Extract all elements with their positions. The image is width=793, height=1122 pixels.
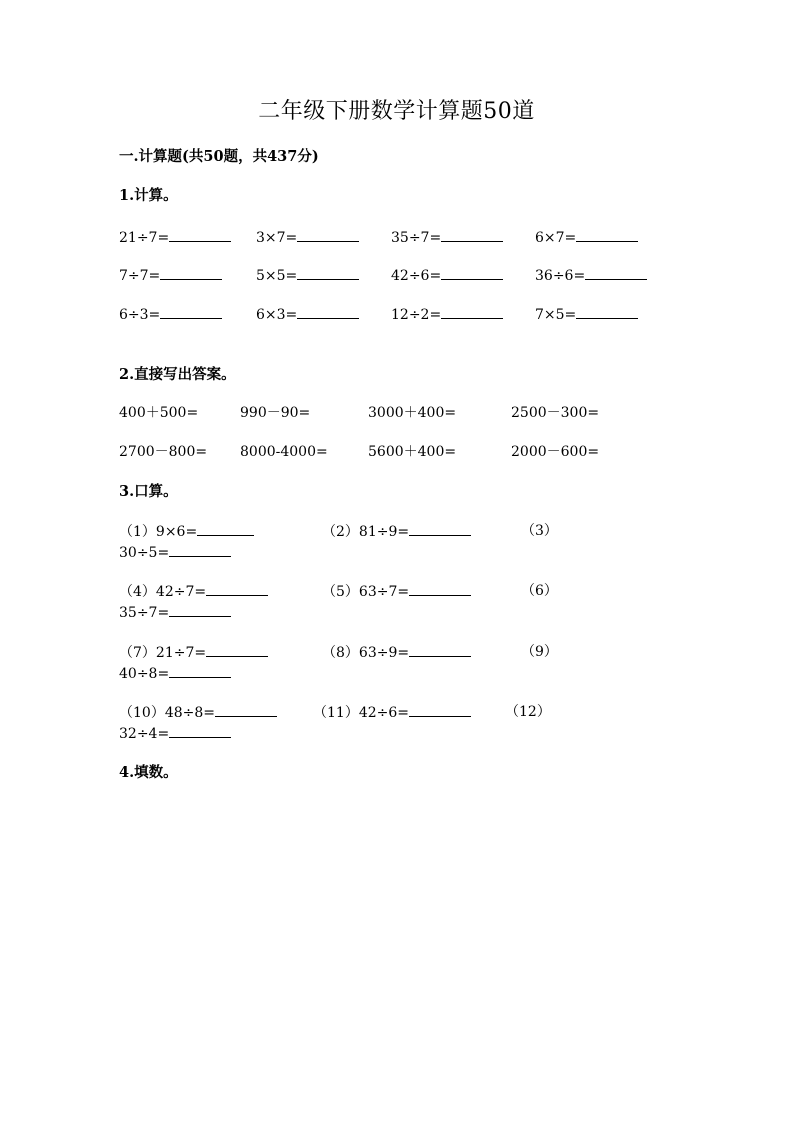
answer-blank[interactable] [576, 304, 638, 319]
question-3-heading: 3.口算。 [119, 483, 178, 500]
oral-calc-number: （12） [505, 704, 551, 720]
question-4-heading: 4.填数。 [119, 764, 178, 781]
answer-blank[interactable] [409, 521, 471, 536]
oral-calc-item: （2）81÷9= [322, 521, 471, 542]
answer-blank[interactable] [197, 521, 254, 536]
oral-calc-item: （11）42÷6= [313, 702, 471, 723]
calc-item: 21÷7= [119, 227, 231, 248]
answer-blank[interactable] [441, 304, 503, 319]
answer-blank[interactable] [297, 265, 359, 280]
calc-item: 6×3= [256, 304, 359, 325]
answer-blank[interactable] [441, 265, 503, 280]
answer-blank[interactable] [215, 702, 277, 717]
calc-item: 5×5= [256, 265, 359, 286]
document-title: 二年级下册数学计算题50道 [258, 99, 535, 124]
answer-blank[interactable] [409, 581, 471, 596]
oral-calc-item: 32÷4= [119, 723, 231, 744]
answer-blank[interactable] [169, 663, 231, 678]
answer-blank[interactable] [409, 702, 471, 717]
answer-blank[interactable] [206, 581, 268, 596]
calc-item: 12÷2= [391, 304, 503, 325]
calc-item: 990－90= [240, 405, 311, 421]
answer-blank[interactable] [441, 227, 503, 242]
answer-blank[interactable] [206, 642, 268, 657]
calc-item: 7÷7= [119, 265, 222, 286]
answer-blank[interactable] [297, 227, 359, 242]
answer-blank[interactable] [409, 642, 471, 657]
answer-blank[interactable] [169, 542, 231, 557]
calc-item: 2500－300= [511, 405, 600, 421]
answer-blank[interactable] [169, 723, 231, 738]
answer-blank[interactable] [169, 602, 231, 617]
oral-calc-number: （9） [521, 644, 558, 660]
answer-blank[interactable] [585, 265, 647, 280]
calc-item: 8000-4000= [240, 444, 328, 460]
calc-item: 42÷6= [391, 265, 503, 286]
question-2-heading: 2.直接写出答案。 [119, 366, 236, 383]
calc-item: 3000＋400= [368, 405, 457, 421]
calc-item: 400＋500= [119, 405, 199, 421]
calc-item: 2000－600= [511, 444, 600, 460]
calc-item: 6÷3= [119, 304, 222, 325]
oral-calc-item: （4）42÷7= [119, 581, 268, 602]
calc-item: 7×5= [535, 304, 638, 325]
calc-item: 35÷7= [391, 227, 503, 248]
section-heading: 一.计算题(共50题，共437分) [119, 148, 319, 165]
answer-blank[interactable] [169, 227, 231, 242]
answer-blank[interactable] [297, 304, 359, 319]
answer-blank[interactable] [160, 265, 222, 280]
oral-calc-item: （10）48÷8= [119, 702, 277, 723]
calc-item: 2700－800= [119, 444, 208, 460]
calc-item: 36÷6= [535, 265, 647, 286]
calc-item: 5600＋400= [368, 444, 457, 460]
oral-calc-item: （7）21÷7= [119, 642, 268, 663]
oral-calc-item: （8）63÷9= [322, 642, 471, 663]
oral-calc-item: 40÷8= [119, 663, 231, 684]
oral-calc-item: （5）63÷7= [322, 581, 471, 602]
calc-item: 6×7= [535, 227, 638, 248]
oral-calc-item: 30÷5= [119, 542, 231, 563]
answer-blank[interactable] [160, 304, 222, 319]
question-1-heading: 1.计算。 [119, 187, 178, 204]
oral-calc-number: （3） [521, 523, 558, 539]
answer-blank[interactable] [576, 227, 638, 242]
oral-calc-item: （1）9×6= [119, 521, 254, 542]
oral-calc-number: （6） [521, 583, 558, 599]
calc-item: 3×7= [256, 227, 359, 248]
oral-calc-item: 35÷7= [119, 602, 231, 623]
